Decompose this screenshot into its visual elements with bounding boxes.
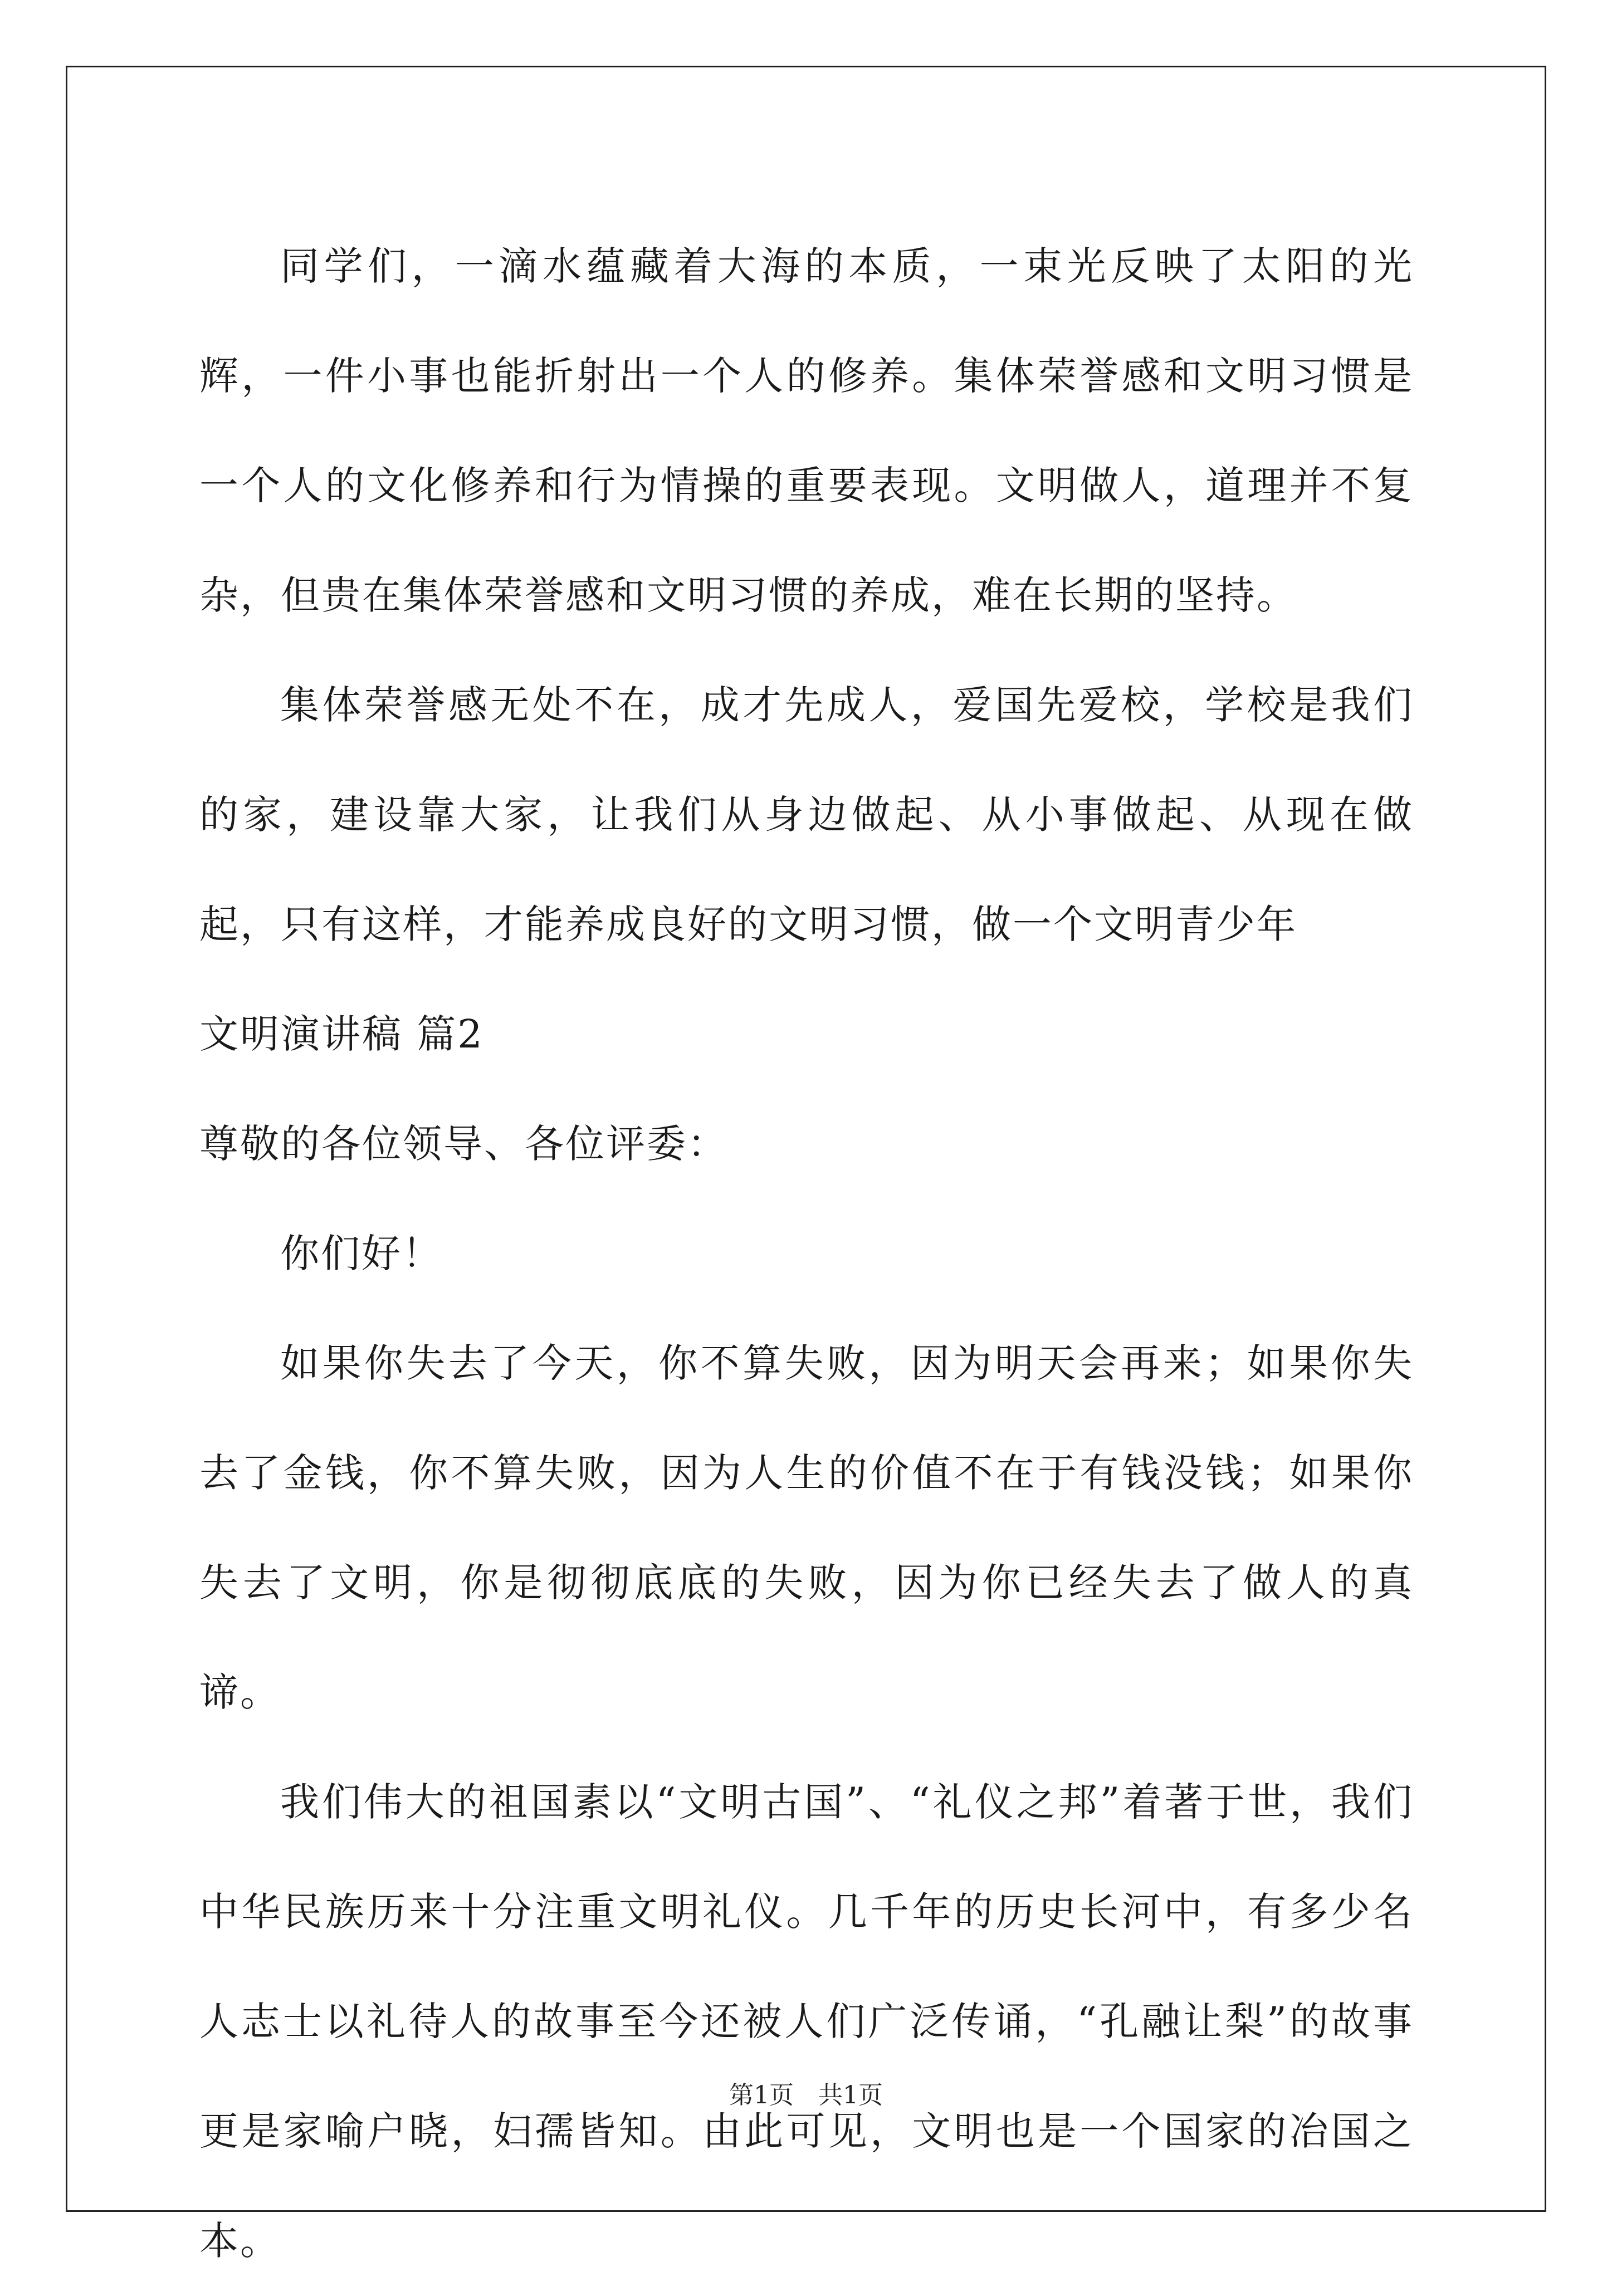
section-title: 文明演讲稿 篇2 [199, 1011, 484, 1057]
paragraph-4: 我们伟大的祖国素以“文明古国”、“礼仪之邦”着著于世，我们中华民族历来十分注重文明礼仪。几千年的历史长河中，有多少名人志士以礼待人的故事至今还被人们广泛传诵，“孔融让梨”的故事更是家喻户晓，妇孺皆知。由此可见，文明也是一个国家的冶国之本。 [199, 1779, 1414, 2264]
page-number-footer: 第1页 共1页 [729, 2081, 883, 2109]
document-body [199, 212, 1414, 2296]
salutation: 尊敬的各位领导、各位评委： [199, 1121, 728, 1167]
greeting: 你们好！ [280, 1231, 443, 1276]
paragraph-2: 集体荣誉感无处不在，成才先成人，爱国先爱校，学校是我们的家，建设靠大家，让我们从身边做起、从小事做起、从现在做起，只有这样，才能养成良好的文明习惯，做一个文明青少年 [199, 682, 1414, 947]
paragraph-3: 如果你失去了今天，你不算失败，因为明天会再来；如果你失去了金钱，你不算失败，因为人生的价值不在于有钱没钱；如果你失去了文明，你是彻彻底底的失败，因为你已经失去了做人的真谛。 [199, 1340, 1414, 1715]
paragraph-1: 同学们，一滴水蕴藏着大海的本质，一束光反映了太阳的光辉，一件小事也能折射出一个人的修养。集体荣誉感和文明习惯是一个人的文化修养和行为情操的重要表现。文明做人，道理并不复杂，但贵在集体荣誉感和文明习惯的养成，难在长期的坚持。 [199, 243, 1414, 618]
